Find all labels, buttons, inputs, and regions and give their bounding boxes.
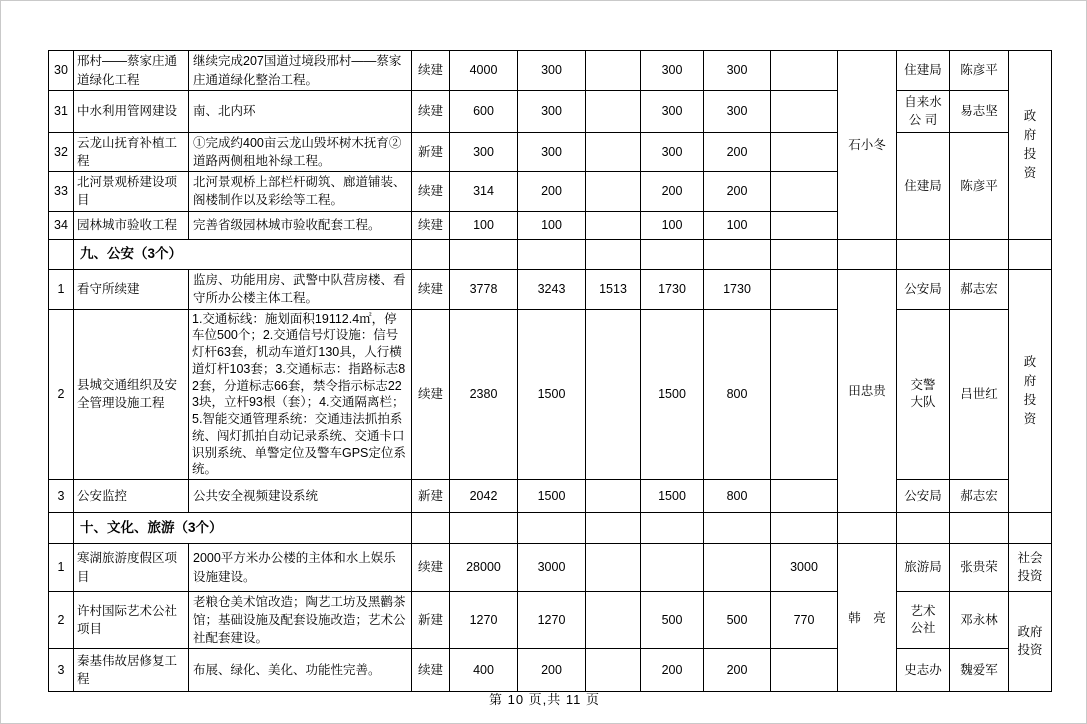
value-cell: 800 [704, 480, 771, 513]
empty-cell [586, 513, 641, 544]
empty-cell [838, 513, 897, 544]
row-number-cell: 2 [49, 309, 74, 480]
value-cell: 314 [450, 172, 518, 211]
empty-cell [704, 513, 771, 544]
empty-cell [49, 513, 74, 544]
empty-cell [641, 513, 704, 544]
build-type-cell: 续建 [412, 649, 450, 692]
row-number-cell: 31 [49, 91, 74, 133]
investment-cell [1009, 51, 1052, 240]
build-type-cell: 续建 [412, 51, 450, 91]
value-cell: 300 [704, 51, 771, 91]
value-cell: 800 [704, 309, 771, 480]
unit-cell [897, 309, 950, 480]
person-cell: 郝志宏 [950, 269, 1009, 309]
value-cell: 2380 [450, 309, 518, 480]
value-cell: 300 [518, 51, 586, 91]
value-cell: 300 [704, 91, 771, 133]
section-header-row [49, 239, 1052, 269]
value-cell [771, 51, 838, 91]
value-cell [586, 544, 641, 592]
unit-cell: 公安局 [897, 269, 950, 309]
empty-cell [771, 513, 838, 544]
value-cell: 2042 [450, 480, 518, 513]
build-type-cell: 新建 [412, 592, 450, 649]
project-name-cell: 邢村——蔡家庄通道绿化工程 [74, 51, 189, 91]
value-cell: 300 [641, 91, 704, 133]
row-number-cell: 1 [49, 269, 74, 309]
empty-cell [586, 239, 641, 269]
person-cell: 邓永林 [950, 592, 1009, 649]
leader-cell: 石小冬 [838, 51, 897, 240]
empty-cell [450, 239, 518, 269]
value-cell: 200 [704, 133, 771, 172]
build-type-cell: 续建 [412, 309, 450, 480]
table-row [49, 133, 1052, 172]
unit-label: 自来水公 司 [904, 95, 942, 127]
empty-cell [518, 513, 586, 544]
project-name-cell: 寒湖旅游度假区项目 [74, 544, 189, 592]
content-cell: 北河景观桥上部栏杆砌筑、廊道铺装、阁楼制作以及彩绘等工程。 [189, 172, 412, 211]
empty-cell [1009, 239, 1052, 269]
table-row [49, 269, 1052, 309]
investment-label: 政府投资 [1023, 355, 1037, 426]
person-cell: 张贵荣 [950, 544, 1009, 592]
investment-label: 政府投资 [1017, 625, 1043, 657]
value-cell [704, 544, 771, 592]
value-cell: 200 [641, 649, 704, 692]
investment-cell [1009, 544, 1052, 592]
value-cell [586, 649, 641, 692]
value-cell [771, 133, 838, 172]
value-cell: 400 [450, 649, 518, 692]
content-cell: 布展、绿化、美化、功能性完善。 [189, 649, 412, 692]
section-title-cell: 九、公安（3个） [74, 239, 412, 269]
value-cell: 300 [518, 133, 586, 172]
row-number-cell: 34 [49, 211, 74, 239]
content-cell: 公共安全视频建设系统 [189, 480, 412, 513]
content-cell: 监房、功能用房、武警中队营房楼、看守所办公楼主体工程。 [189, 269, 412, 309]
empty-cell [897, 513, 950, 544]
empty-cell [771, 239, 838, 269]
value-cell: 300 [450, 133, 518, 172]
leader-cell: 韩 亮 [838, 544, 897, 692]
content-cell: 完善省级园林城市验收配套工程。 [189, 211, 412, 239]
row-number-cell: 3 [49, 480, 74, 513]
value-cell: 200 [704, 172, 771, 211]
value-cell: 4000 [450, 51, 518, 91]
value-cell: 1270 [450, 592, 518, 649]
value-cell: 200 [518, 172, 586, 211]
project-table [48, 50, 1052, 692]
project-name-cell: 看守所续建 [74, 269, 189, 309]
value-cell: 100 [450, 211, 518, 239]
unit-cell: 公安局 [897, 480, 950, 513]
unit-cell [897, 91, 950, 133]
table-row [49, 592, 1052, 649]
investment-label: 政府投资 [1023, 109, 1037, 180]
table-row [49, 91, 1052, 133]
value-cell: 100 [641, 211, 704, 239]
build-type-cell: 续建 [412, 91, 450, 133]
project-name-cell: 北河景观桥建设项目 [74, 172, 189, 211]
person-cell: 吕世红 [950, 309, 1009, 480]
row-number-cell: 30 [49, 51, 74, 91]
value-cell [586, 309, 641, 480]
content-cell: 2000平方米办公楼的主体和水上娱乐设施建设。 [189, 544, 412, 592]
table-row [49, 649, 1052, 692]
project-name-cell: 许村国际艺术公社项目 [74, 592, 189, 649]
project-name-cell: 县城交通组织及安全管理设施工程 [74, 309, 189, 480]
content-cell: ①完成约400亩云龙山毁坏树木抚育②道路两侧租地补绿工程。 [189, 133, 412, 172]
value-cell: 300 [641, 133, 704, 172]
value-cell [586, 480, 641, 513]
build-type-cell: 新建 [412, 480, 450, 513]
project-name-cell: 云龙山抚育补植工程 [74, 133, 189, 172]
value-cell: 200 [641, 172, 704, 211]
person-cell: 易志坚 [950, 91, 1009, 133]
empty-cell [49, 239, 74, 269]
build-type-cell: 续建 [412, 172, 450, 211]
empty-cell [412, 513, 450, 544]
value-cell [771, 480, 838, 513]
value-cell: 1513 [586, 269, 641, 309]
project-name-cell: 公安监控 [74, 480, 189, 513]
empty-cell [412, 239, 450, 269]
empty-cell [950, 513, 1009, 544]
value-cell: 3243 [518, 269, 586, 309]
row-number-cell: 2 [49, 592, 74, 649]
value-cell: 1730 [704, 269, 771, 309]
empty-cell [950, 239, 1009, 269]
empty-cell [838, 239, 897, 269]
project-name-cell: 秦基伟故居修复工程 [74, 649, 189, 692]
table-row [49, 544, 1052, 592]
unit-cell: 住建局 [897, 133, 950, 240]
row-number-cell: 3 [49, 649, 74, 692]
unit-label: 艺术公社 [910, 603, 936, 636]
value-cell [586, 211, 641, 239]
value-cell: 3778 [450, 269, 518, 309]
empty-cell [518, 239, 586, 269]
value-cell: 300 [641, 51, 704, 91]
unit-cell: 旅游局 [897, 544, 950, 592]
table-row [49, 309, 1052, 480]
row-number-cell: 32 [49, 133, 74, 172]
value-cell [586, 172, 641, 211]
content-cell: 1.交通标线：施划面积19112.4㎡，停车位500个；2.交通信号灯设施：信号灯杆63套，机动车道灯130具，人行横道灯杆103套；3.交通标志：指路标志82套，分道标志66套，禁令指示标志223块，立杆93根（套）；4.交通隔离栏；5.智能交通管理系统：交通违法抓拍系统、闯灯抓拍自动记录系统、交通卡口识别系统、单警定位及警车GPS定位系统。 [189, 309, 412, 480]
build-type-cell: 续建 [412, 269, 450, 309]
build-type-cell: 新建 [412, 133, 450, 172]
value-cell: 300 [518, 91, 586, 133]
build-type-cell: 续建 [412, 544, 450, 592]
value-cell: 600 [450, 91, 518, 133]
person-cell: 魏爱军 [950, 649, 1009, 692]
value-cell: 1500 [518, 480, 586, 513]
empty-cell [641, 239, 704, 269]
value-cell: 500 [704, 592, 771, 649]
project-name-cell: 中水利用管网建设 [74, 91, 189, 133]
value-cell: 500 [641, 592, 704, 649]
value-cell: 28000 [450, 544, 518, 592]
project-name-cell: 园林城市验收工程 [74, 211, 189, 239]
section-header-row [49, 513, 1052, 544]
page-footer: 第 10 页,共 11 页 [488, 692, 600, 707]
value-cell [586, 133, 641, 172]
value-cell: 200 [704, 649, 771, 692]
content-cell: 老粮仓美术馆改造；陶艺工坊及黑鹳茶馆；基础设施及配套设施改造；艺术公社配套建设。 [189, 592, 412, 649]
row-number-cell: 33 [49, 172, 74, 211]
table-row [49, 480, 1052, 513]
empty-cell [897, 239, 950, 269]
value-cell [771, 309, 838, 480]
person-cell: 陈彦平 [950, 133, 1009, 240]
investment-cell [1009, 269, 1052, 513]
value-cell: 1500 [641, 309, 704, 480]
value-cell [771, 649, 838, 692]
value-cell: 3000 [771, 544, 838, 592]
value-cell: 3000 [518, 544, 586, 592]
content-cell: 继续完成207国道过境段邢村——蔡家庄通道绿化整治工程。 [189, 51, 412, 91]
unit-label: 交警大队 [910, 377, 936, 410]
value-cell [771, 91, 838, 133]
empty-cell [450, 513, 518, 544]
value-cell [641, 544, 704, 592]
value-cell [771, 269, 838, 309]
value-cell: 200 [518, 649, 586, 692]
value-cell: 1500 [518, 309, 586, 480]
value-cell [586, 592, 641, 649]
value-cell [586, 91, 641, 133]
value-cell: 1730 [641, 269, 704, 309]
table-row [49, 51, 1052, 91]
investment-label: 社会投资 [1017, 551, 1043, 583]
unit-cell [897, 592, 950, 649]
value-cell: 770 [771, 592, 838, 649]
person-cell: 郝志宏 [950, 480, 1009, 513]
value-cell: 1500 [641, 480, 704, 513]
value-cell [771, 172, 838, 211]
unit-cell: 史志办 [897, 649, 950, 692]
investment-cell [1009, 592, 1052, 692]
empty-cell [1009, 513, 1052, 544]
row-number-cell: 1 [49, 544, 74, 592]
section-title-cell: 十、文化、旅游（3个） [74, 513, 412, 544]
unit-cell: 住建局 [897, 51, 950, 91]
empty-cell [704, 239, 771, 269]
value-cell [586, 51, 641, 91]
value-cell [771, 211, 838, 239]
content-cell: 南、北内环 [189, 91, 412, 133]
person-cell: 陈彦平 [950, 51, 1009, 91]
value-cell: 100 [704, 211, 771, 239]
value-cell: 100 [518, 211, 586, 239]
build-type-cell: 续建 [412, 211, 450, 239]
value-cell: 1270 [518, 592, 586, 649]
leader-cell: 田忠贵 [838, 269, 897, 513]
